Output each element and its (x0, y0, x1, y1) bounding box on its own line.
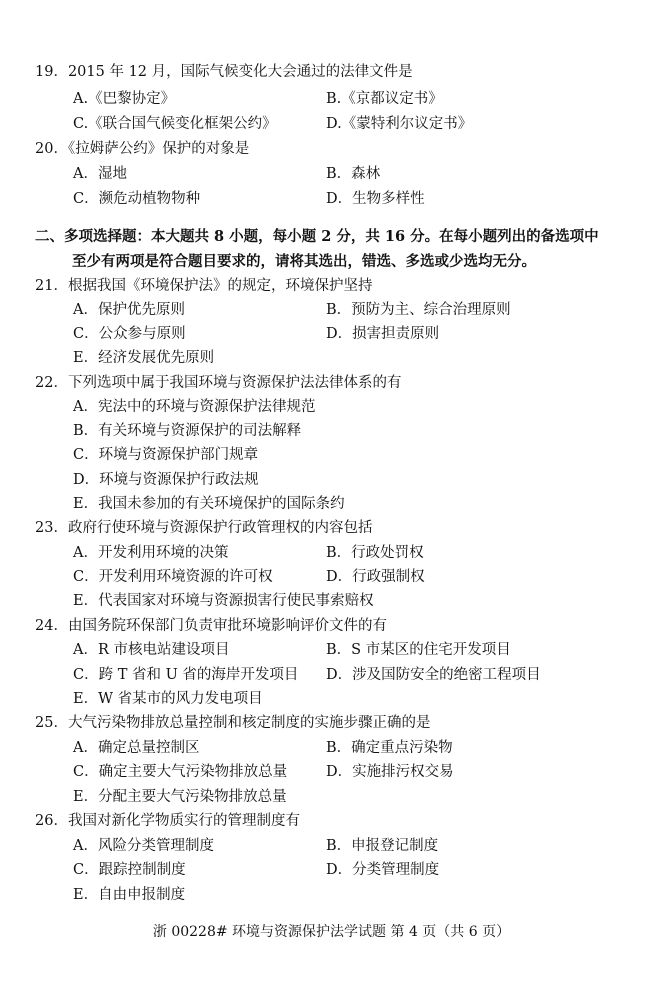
question-22-option-e: E．我国未参加的有关环境保护的国际条约 (73, 496, 345, 512)
question-23-option-a: A．开发利用环境的决策 (73, 545, 229, 561)
question-21-option-a: A．保护优先原则 (73, 302, 185, 318)
question-19-option-a: A.《巴黎协定》 (73, 91, 176, 107)
question-19-option-d: D.《蒙特利尔议定书》 (326, 116, 473, 132)
question-26-option-d: D．分类管理制度 (326, 862, 440, 878)
page-footer: 浙 00228# 环境与资源保护法学试题 第 4 页（共 6 页） (152, 924, 511, 940)
question-19-stem: 19．2015 年 12 月，国际气候变化大会通过的法律文件是 (35, 64, 413, 80)
question-20-option-b: B．森林 (326, 166, 381, 182)
question-26-stem: 26．我国对新化学物质实行的管理制度有 (35, 813, 300, 829)
question-25-option-d: D．实施排污权交易 (326, 764, 454, 780)
question-25-option-a: A．确定总量控制区 (73, 740, 200, 756)
question-24-option-d: D．涉及国防安全的绝密工程项目 (326, 667, 541, 683)
question-26-option-c: C．跟踪控制制度 (73, 862, 186, 878)
question-25-option-b: B．确定重点污染物 (326, 740, 453, 756)
question-23-stem: 23．政府行使环境与资源保护行政管理权的内容包括 (35, 520, 373, 536)
question-21-option-e: E．经济发展优先原则 (73, 350, 215, 366)
question-24-option-a: A．R 市核电站建设项目 (73, 642, 230, 658)
question-22-option-d: D．环境与资源保护行政法规 (73, 472, 259, 488)
question-22-option-b: B．有关环境与资源保护的司法解释 (73, 423, 302, 439)
question-19-option-b: B.《京都议定书》 (326, 91, 443, 107)
question-20-option-c: C．濒危动植物物种 (73, 191, 201, 207)
question-19-option-c: C.《联合国气候变化框架公约》 (73, 116, 277, 132)
question-22-option-c: C．环境与资源保护部门规章 (73, 447, 259, 463)
question-21-option-c: C．公众参与原则 (73, 326, 186, 342)
question-20-option-d: D．生物多样性 (326, 191, 425, 207)
question-23-option-d: D．行政强制权 (326, 569, 425, 585)
question-23-option-c: C．开发利用环境资源的许可权 (73, 569, 273, 585)
question-25-option-e: E．分配主要大气污染物排放总量 (73, 789, 287, 805)
section-2-heading-cont: 至少有两项是符合题目要求的，请将其选出，错选、多选或少选均无分。 (72, 253, 536, 270)
question-24-option-e: E．W 省某市的风力发电项目 (73, 691, 263, 707)
question-23-option-e: E．代表国家对环境与资源损害行使民事索赔权 (73, 593, 374, 609)
question-26-option-e: E．自由申报制度 (73, 887, 186, 903)
question-24-option-b: B．S 市某区的住宅开发项目 (326, 642, 511, 658)
question-22-option-a: A．宪法中的环境与资源保护法律规范 (73, 399, 316, 415)
section-2-heading: 二、多项选择题：本大题共 8 小题，每小题 2 分，共 16 分。在每小题列出的备选项中 (35, 228, 599, 245)
question-21-option-d: D．损害担责原则 (326, 326, 440, 342)
question-24-stem: 24．由国务院环保部门负责审批环境影响评价文件的有 (35, 618, 387, 634)
question-20-option-a: A．湿地 (73, 166, 127, 182)
question-21-option-b: B．预防为主、综合治理原则 (326, 302, 511, 318)
question-23-option-b: B．行政处罚权 (326, 545, 424, 561)
question-25-stem: 25．大气污染物排放总量控制和核定制度的实施步骤正确的是 (35, 715, 431, 731)
question-24-option-c: C．跨 T 省和 U 省的海岸开发项目 (73, 667, 299, 683)
question-22-stem: 22．下列选项中属于我国环境与资源保护法法律体系的有 (35, 375, 402, 391)
question-26-option-a: A．风险分类管理制度 (73, 838, 214, 854)
question-20-stem: 20．《拉姆萨公约》保护的对象是 (35, 141, 250, 157)
question-26-option-b: B．申报登记制度 (326, 838, 439, 854)
question-21-stem: 21．根据我国《环境保护法》的规定，环境保护坚持 (35, 278, 373, 294)
question-25-option-c: C．确定主要大气污染物排放总量 (73, 764, 288, 780)
